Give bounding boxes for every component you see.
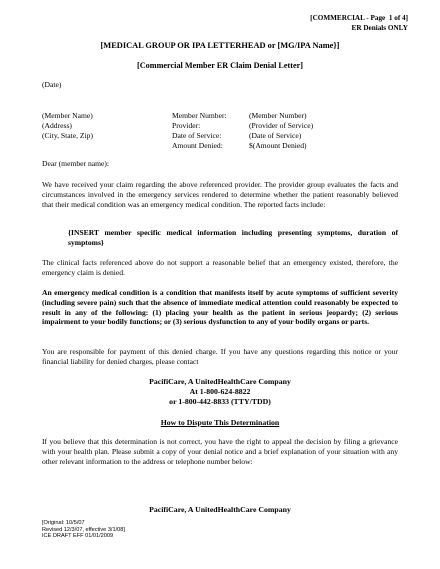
dispute-heading: How to Dispute This Determination	[160, 418, 280, 427]
paragraph-appeal-instructions: If you believe that this determination is not correct, you have the right to appeal the decision by filing a grievance with your health plan. Please submit a copy of your denial notice and a brief explanation of your situation with any other relevant information to the address or telephone number below:	[42, 437, 398, 466]
paragraph-emergency-definition: An emergency medical condition is a condition that manifests itself by acute symptoms of sufficient severity (including severe pain) such that the absence of immediate medical attention could reasonably be expected to result in any of the following: (1) placing your health as the patient in serious jeopardy; (2) serious impairment to your bodily functions; or (3) serious dysfunction to any of your bodily organs or parts.	[42, 288, 398, 327]
paragraph-clinical-facts: The clinical facts referenced above do not support a reasonable belief that an emergency existed, therefore, the emergency claim is denied.	[42, 258, 398, 277]
footer-draft-date: ICE DRAFT EFF 01/01/2009	[42, 533, 114, 540]
paragraph-claim-received: We have received your claim regarding the above referenced provider. The provider group evaluates the facts and circumstances involved in the emergency services rendered to determine whether the patient reasonably believed that their medical condition was an emergency medical condition. The reported facts include:	[42, 180, 398, 209]
date-of-service-value: (Date of Service)	[249, 131, 302, 140]
date-of-service-label: Date of Service:	[172, 131, 222, 140]
page-number: 1 of 4]	[388, 14, 408, 22]
er-denials-label: ER Denials ONLY	[351, 24, 408, 32]
footer-original-date: [Original: 10/5/07	[42, 520, 85, 526]
provider-value: (Provider of Service)	[249, 121, 314, 130]
letterhead: [MEDICAL GROUP OR IPA LETTERHEAD or [MG/IPA Name}]	[100, 41, 340, 50]
insert-medical-info-block: {INSERT member specific medical information including presenting symptoms, duration of symptoms}	[68, 228, 398, 247]
member-name: (Member Name)	[42, 111, 93, 120]
revision-footer	[42, 520, 125, 540]
member-number-label: Member Number:	[172, 111, 227, 120]
amount-denied-value: $(Amount Denied)	[249, 141, 307, 150]
contact-company: PacifiCare, A UnitedHealthCare Company	[149, 377, 291, 386]
contact-phone-primary: At 1-800-624-8822	[189, 387, 251, 396]
member-city-state-zip: (City, State, Zip)	[42, 131, 93, 140]
closing-company: PacifiCare, A UnitedHealthCare Company	[149, 505, 291, 514]
amount-denied-label: Amount Denied:	[172, 141, 223, 150]
footer-revised-date: Revised 12/3/07, effective 3/1/08]	[42, 526, 125, 533]
provider-label: Provider:	[172, 121, 201, 130]
member-address: (Address)	[42, 121, 72, 130]
member-number-value: (Member Number)	[249, 111, 307, 120]
contact-phone-tty: or 1-800-442-8833 (TTY/TDD)	[169, 397, 271, 406]
date-placeholder: (Date)	[42, 80, 62, 89]
letter-title: [Commercial Member ER Claim Denial Letter]	[137, 61, 303, 70]
page-label: [COMMERCIAL - Page	[310, 14, 386, 22]
page-indicator	[310, 13, 408, 33]
salutation: Dear (member name):	[42, 159, 110, 168]
paragraph-payment-responsibility: You are responsible for payment of this denied charge. If you have any questions regarding this notice or your financial liability for denied charges, please contact	[42, 347, 398, 366]
